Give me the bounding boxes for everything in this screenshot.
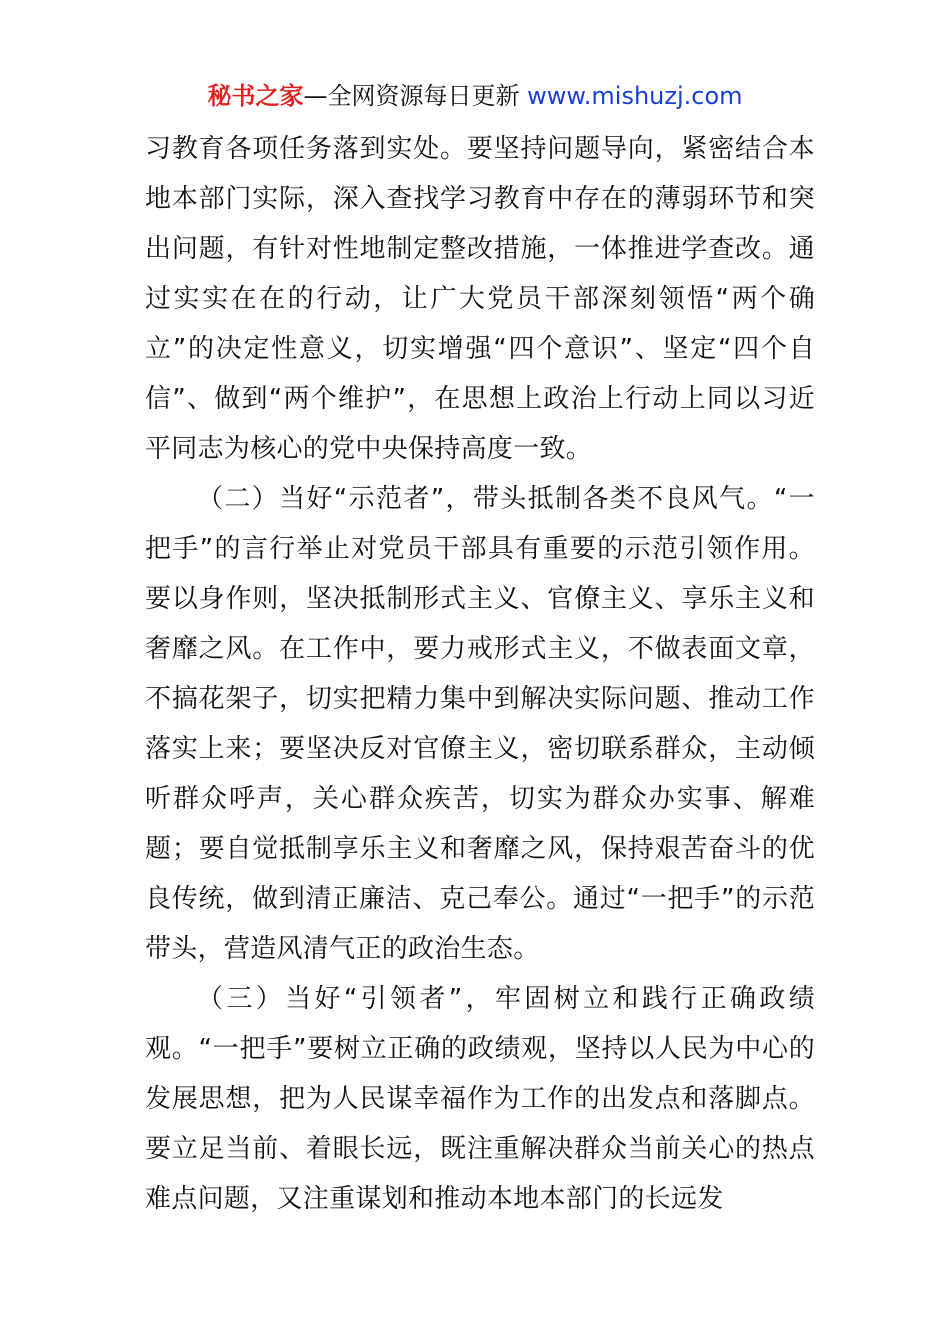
document-body: [145, 124, 815, 1224]
site-header: [0, 80, 950, 112]
paragraph-continuation: 习教育各项任务落到实处。要坚持问题导向，紧密结合本地本部门实际，深入查找学习教育中存在的薄弱环节和突出问题，有针对性地制定整改措施，一体推进学查改。通过实实在在的行动，让广大党员干部深刻领悟“两个确立”的决定性意义，切实增强“四个意识”、坚定“四个自信”、做到“两个维护”，在思想上政治上行动上同以习近平同志为核心的党中央保持高度一致。: [145, 134, 815, 464]
site-brand: 秘书之家: [207, 82, 304, 110]
paragraph-section-two: （二）当好“示范者”，带头抵制各类不良风气。“一把手”的言行举止对党员干部具有重要的示范引领作用。要以身作则，坚决抵制形式主义、官僚主义、享乐主义和奢靡之风。在工作中，要力戒形式主义，不做表面文章，不搞花架子，切实把精力集中到解决实际问题、推动工作落实上来；要坚决反对官僚主义，密切联系群众，主动倾听群众呼声，关心群众疾苦，切实为群众办实事、解难题；要自觉抵制享乐主义和奢靡之风，保持艰苦奋斗的优良传统，做到清正廉洁、克己奉公。通过“一把手”的示范带头，营造风清气正的政治生态。: [145, 484, 815, 964]
site-url[interactable]: www.mishuzj.com: [527, 82, 743, 110]
paragraph-section-three: （三）当好“引领者”，牢固树立和践行正确政绩观。“一把手”要树立正确的政绩观，坚持以人民为中心的发展思想，把为人民谋幸福作为工作的出发点和落脚点。要立足当前、着眼长远，既注重解决群众当前关心的热点难点问题，又注重谋划和推动本地本部门的长远发: [145, 984, 815, 1214]
site-tagline: —全网资源每日更新: [303, 82, 528, 110]
